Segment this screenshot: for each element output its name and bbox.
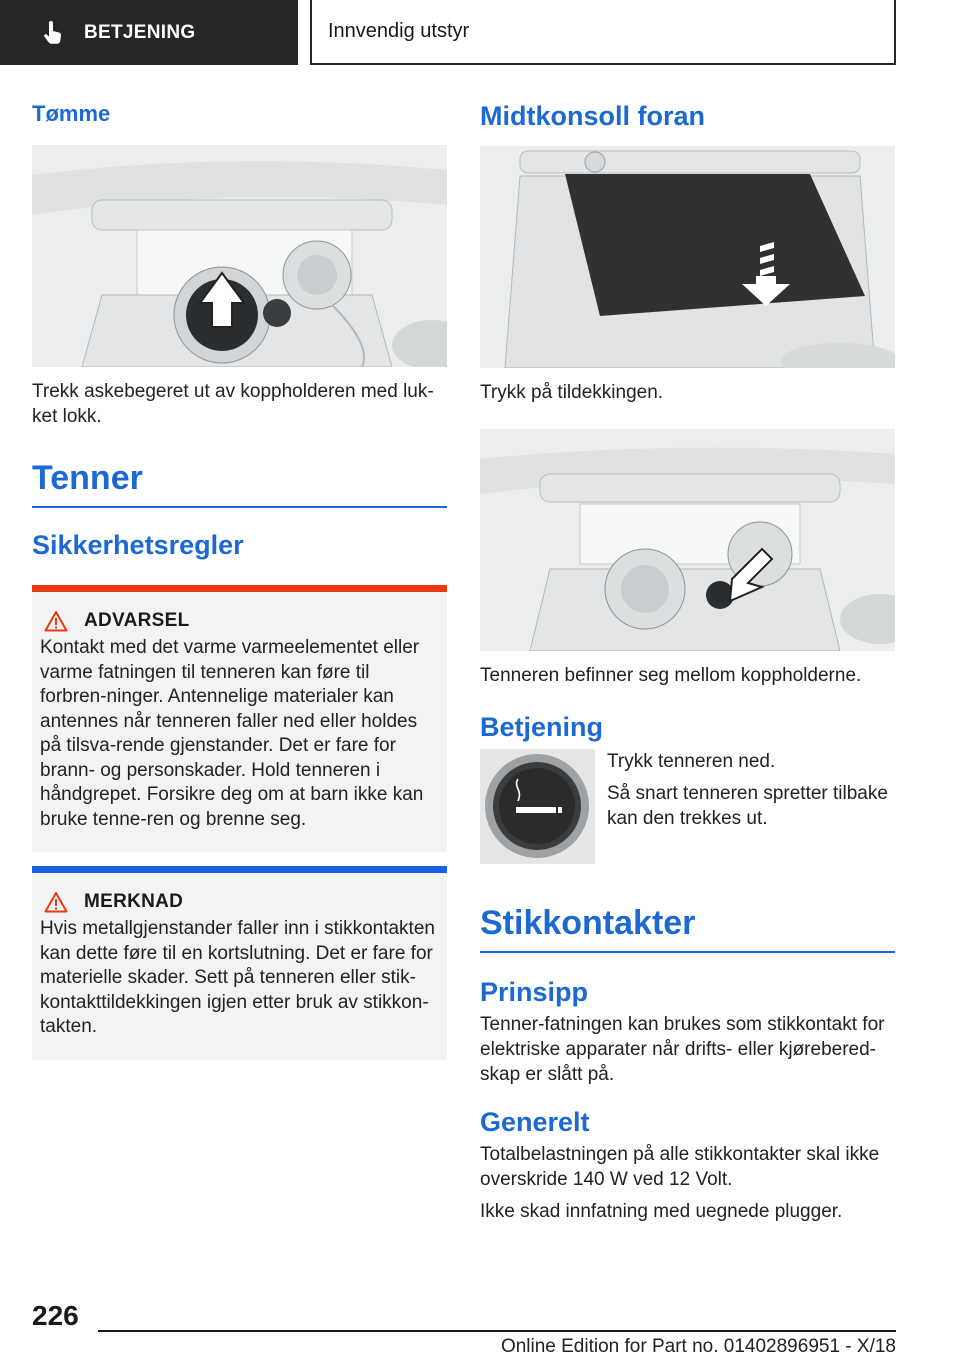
heading-prinsipp: Prinsipp: [480, 977, 589, 1007]
topic-label: Innvendig utstyr: [328, 20, 470, 42]
footer-edition: [501, 1336, 896, 1358]
notice-bar: [32, 866, 447, 873]
heading-stikkontakter: Stikkontakter: [480, 904, 696, 942]
heading-sikkerhetsregler: Sikkerhetsregler: [32, 530, 244, 560]
tomme-caption: Trekk askebegeret ut av koppholderen med luk-ket lokk.: [32, 381, 434, 427]
notice-box: [32, 866, 447, 1060]
hand-pointer-icon: [40, 20, 66, 46]
heading-midtkonsoll: Midtkonsoll foran: [480, 101, 705, 131]
notice-text: Hvis metallgjenstander faller inn i stikkontakten kan dette føre til en kortslutning. Det er fare for materielle skader. Sett på tenneren eller stik-kontakttildekkingen igjen etter bruk av stikkon-takten.: [40, 918, 435, 1037]
betjening-step-2: Så snart tenneren spretter tilbake kan den trekkes ut.: [607, 783, 888, 829]
header-topic-box: [310, 0, 896, 65]
notice-triangle-icon: [44, 891, 68, 913]
right-column: [480, 95, 895, 1224]
warning-box: [32, 585, 447, 852]
edition-text: Online Edition for Part no. 01402896951 - X/18: [500, 1336, 896, 1357]
generelt-text-2: Ikke skad innfatning med uegnede plugger.: [480, 1201, 843, 1222]
caption-cover: Trykk på tildekkingen.: [480, 382, 664, 403]
heading-generelt: Generelt: [480, 1107, 590, 1137]
console-cover-illustration: [480, 146, 895, 368]
warning-bar: [32, 585, 447, 592]
caption-lighter-location: Tenneren befinner seg mellom koppholderne.: [480, 665, 862, 686]
generelt-text-1: Totalbelastningen på alle stikkontakter skal ikke overskride 140 W ved 12 Volt.: [480, 1144, 880, 1190]
section-label: BETJENING: [84, 21, 196, 43]
notice-title: MERKNAD: [84, 891, 184, 912]
cigarette-icon: [516, 807, 556, 813]
betjening-step-1: Trykk tenneren ned.: [607, 751, 776, 772]
left-column: [32, 95, 447, 1060]
lighter-button-image: [480, 749, 595, 864]
warning-text: Kontakt med det varme varmeelementet eller varme fatningen til tenneren kan føre til forbren-ninger. Antennelige materialer kan antennes når tenneren faller ned eller holdes på tilsva-rende gjenstander. Det er fare for brann- og personskader. Hold tenneren i håndgrepet. Forsikre deg om at barn ikke kan bruke tenne-ren og brenne seg.: [40, 637, 424, 830]
heading-tenner: Tenner: [32, 459, 143, 497]
header-section-tab: [0, 0, 298, 65]
lighter-location-illustration: [480, 429, 895, 651]
warning-title: ADVARSEL: [84, 610, 190, 631]
heading-rule: [32, 506, 447, 508]
footer-rule: [98, 1330, 896, 1332]
warning-triangle-icon: [44, 610, 68, 632]
prinsipp-text: Tenner-fatningen kan brukes som stikkontakt for elektriske apparater når drifts- eller kjørebered-skap er slått på.: [480, 1014, 885, 1085]
ashtray-illustration: [32, 145, 447, 367]
heading-betjening: Betjening: [480, 712, 604, 742]
page-number: 226: [32, 1300, 79, 1331]
heading-tomme: Tømme: [32, 101, 111, 126]
heading-rule-2: [480, 951, 895, 953]
betjening-block: [480, 749, 895, 864]
